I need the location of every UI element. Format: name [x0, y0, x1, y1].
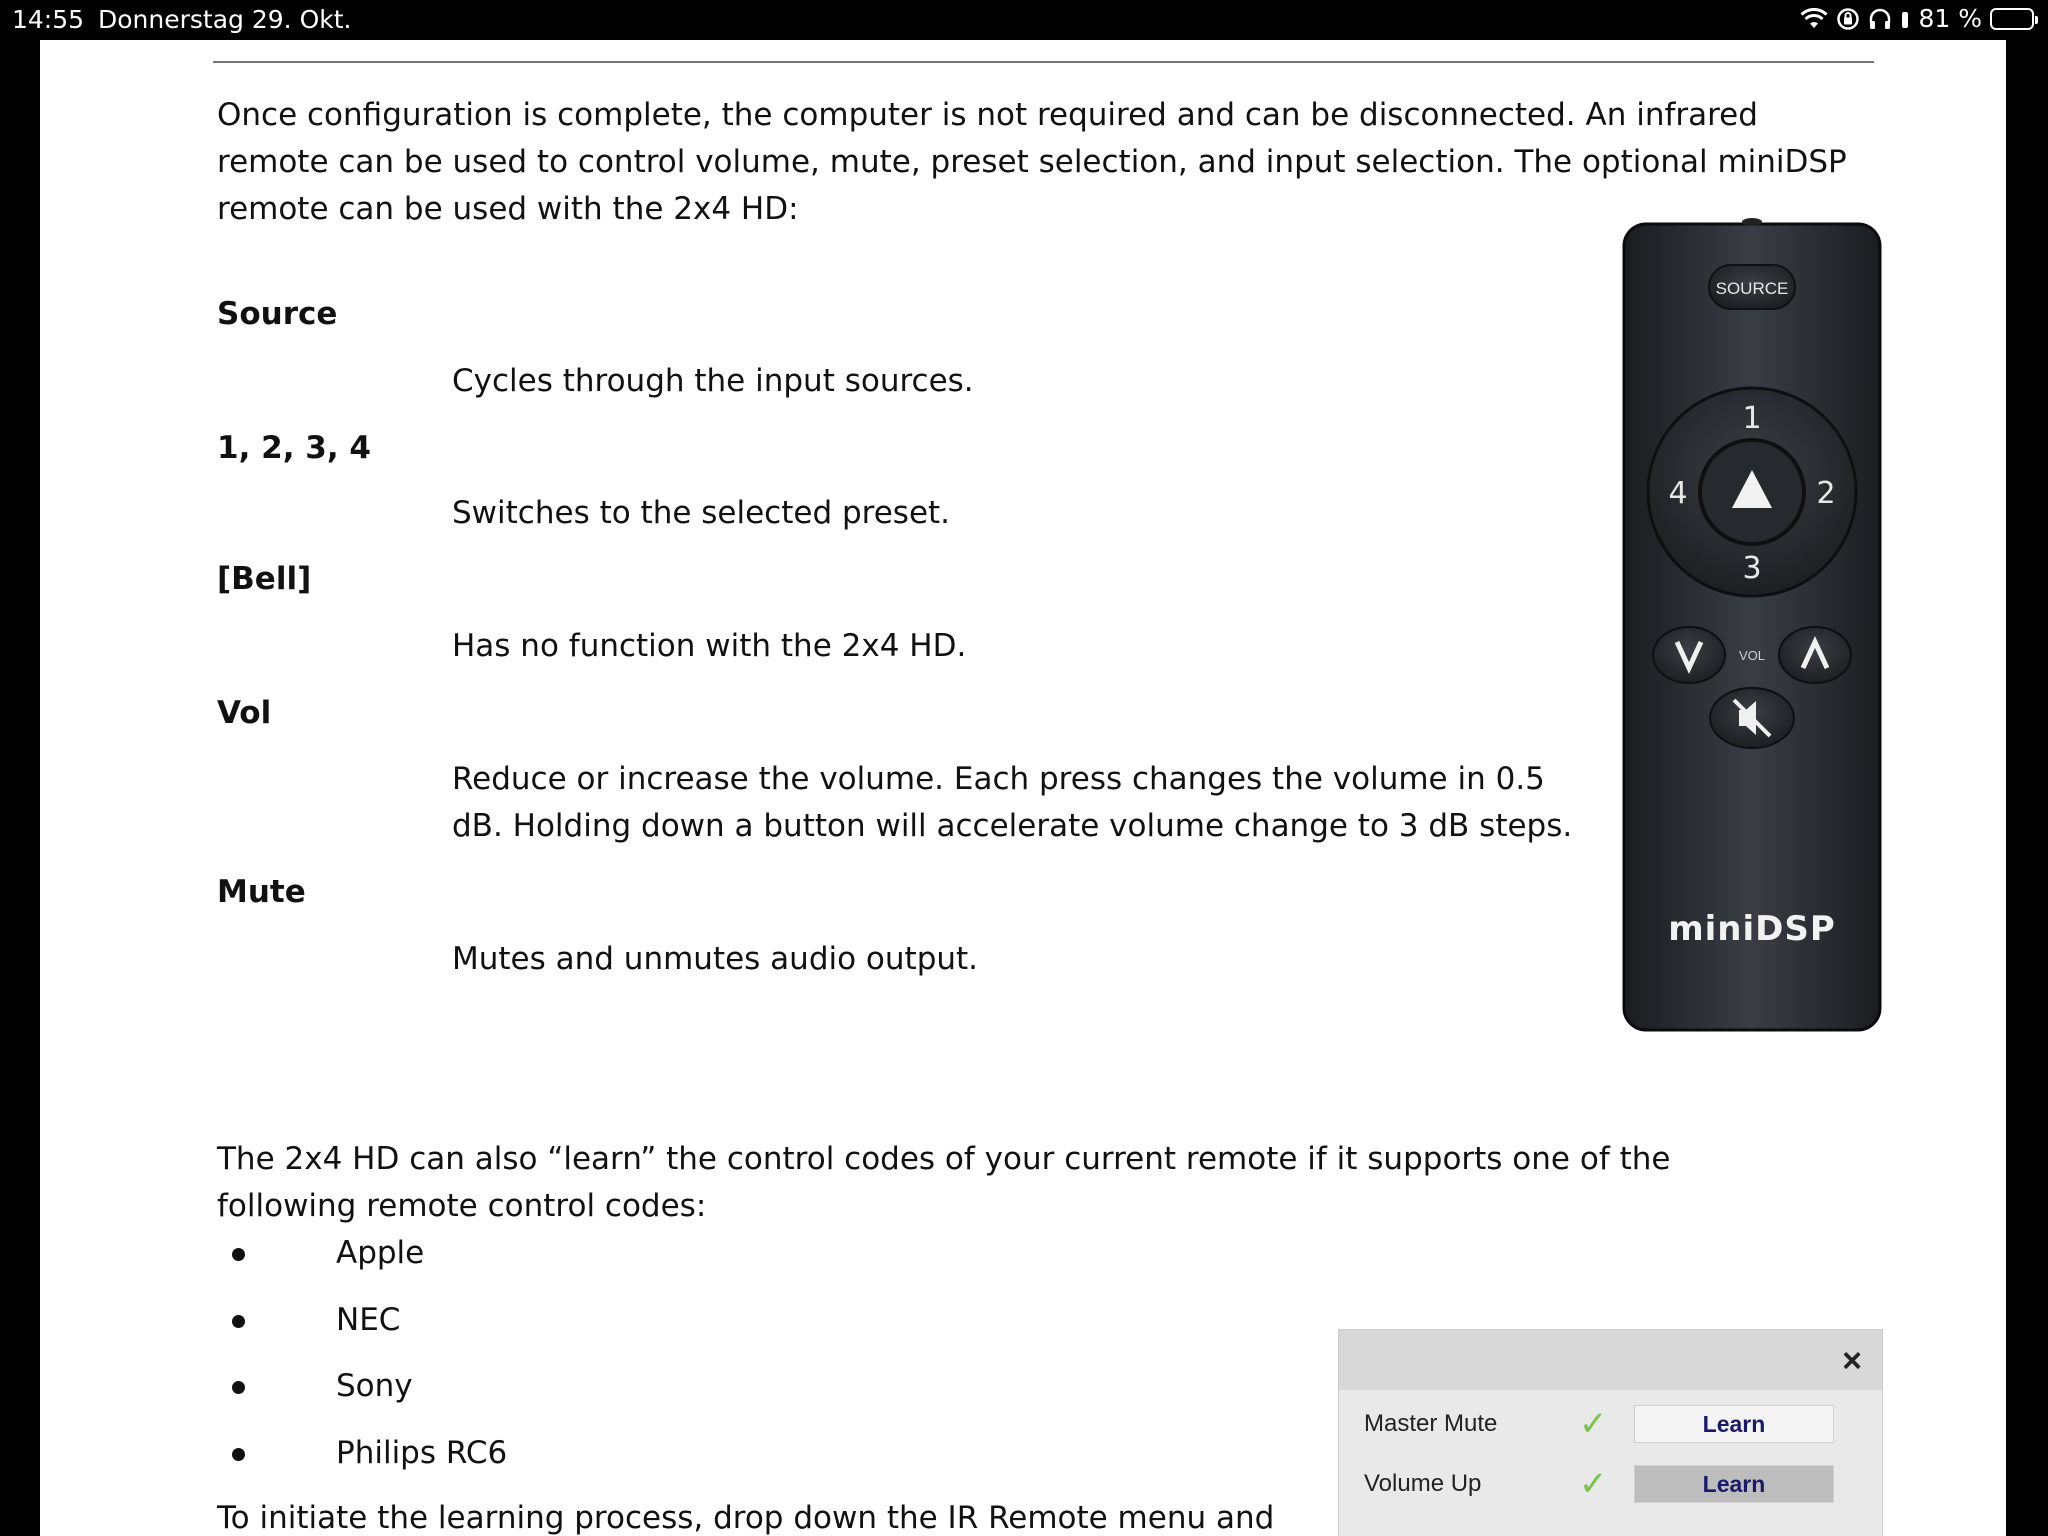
- list-item: NEC: [217, 1297, 1117, 1364]
- desc-source: Cycles through the input sources.: [452, 363, 974, 399]
- list-item: Philips RC6: [217, 1430, 1117, 1497]
- mute-button: [1710, 688, 1794, 748]
- battery-percent: 81 %: [1918, 4, 1982, 33]
- codes-list: [217, 1230, 1117, 1496]
- learn-button[interactable]: Learn: [1634, 1465, 1834, 1503]
- desc-vol: Reduce or increase the volume. Each press changes the volume in 0.5 dB. Holding down a button will accelerate volume change to 3 dB steps.: [452, 761, 1573, 844]
- preset-dial: [1648, 388, 1856, 596]
- close-icon[interactable]: ×: [1842, 1342, 1862, 1380]
- vol-label: VOL: [1738, 648, 1766, 663]
- status-bar: [0, 0, 2048, 40]
- preset-3-label: 3: [1742, 551, 1762, 586]
- signal-icon: [1900, 8, 1910, 30]
- battery-icon: [1990, 8, 2034, 30]
- wifi-icon: [1800, 8, 1828, 30]
- term-presets: 1, 2, 3, 4: [217, 430, 371, 466]
- intro-paragraph: Once configuration is complete, the computer is not required and can be disconnected. An infrared remote can be used to control volume, mute, preset selection, and input selection. The optional miniDSP remote can be used with the 2x4 HD:: [217, 97, 1847, 227]
- status-date: Donnerstag 29. Okt.: [98, 5, 352, 34]
- initiate-paragraph: To initiate the learning process, drop down the IR Remote menu and: [217, 1500, 1275, 1536]
- check-icon: ✓: [1579, 1465, 1608, 1503]
- rotation-lock-icon: [1836, 7, 1860, 31]
- header-rule: [213, 61, 1874, 63]
- learn-button[interactable]: Learn: [1634, 1405, 1834, 1443]
- desc-bell: Has no function with the 2x4 HD.: [452, 628, 967, 664]
- desc-mute: Mutes and unmutes audio output.: [452, 941, 979, 977]
- volume-up-button: [1779, 627, 1851, 683]
- remote-image: [1622, 218, 1882, 1033]
- preset-1-label: 1: [1742, 401, 1762, 436]
- term-vol: Vol: [217, 695, 272, 731]
- volume-down-button: [1653, 627, 1725, 683]
- term-mute: Mute: [217, 874, 306, 910]
- term-bell: [Bell]: [217, 561, 312, 597]
- check-icon: ✓: [1579, 1405, 1608, 1443]
- term-source: Source: [217, 296, 338, 332]
- list-item: Apple: [217, 1230, 1117, 1297]
- row-label: Volume Up: [1364, 1470, 1482, 1497]
- status-time: 14:55: [12, 5, 85, 34]
- list-item: Sony: [217, 1363, 1117, 1430]
- status-right: [1800, 4, 2034, 33]
- table-row: [1339, 1460, 1884, 1510]
- desc-presets: Switches to the selected preset.: [452, 495, 951, 531]
- row-label: Master Mute: [1364, 1410, 1498, 1437]
- ir-learn-dialog: [1338, 1329, 1883, 1536]
- remote-brand-logo: miniDSP: [1668, 909, 1836, 949]
- table-row: [1339, 1400, 1884, 1450]
- source-button: [1709, 265, 1795, 309]
- preset-2-label: 2: [1816, 476, 1836, 511]
- dialog-titlebar: [1339, 1330, 1882, 1390]
- document-page: [40, 40, 2006, 1536]
- source-button-label: SOURCE: [1715, 279, 1789, 298]
- learn-paragraph: The 2x4 HD can also “learn” the control codes of your current remote if it supports one of the following remote control codes:: [217, 1141, 1671, 1224]
- headphones-icon: [1868, 7, 1892, 31]
- preset-4-label: 4: [1668, 476, 1688, 511]
